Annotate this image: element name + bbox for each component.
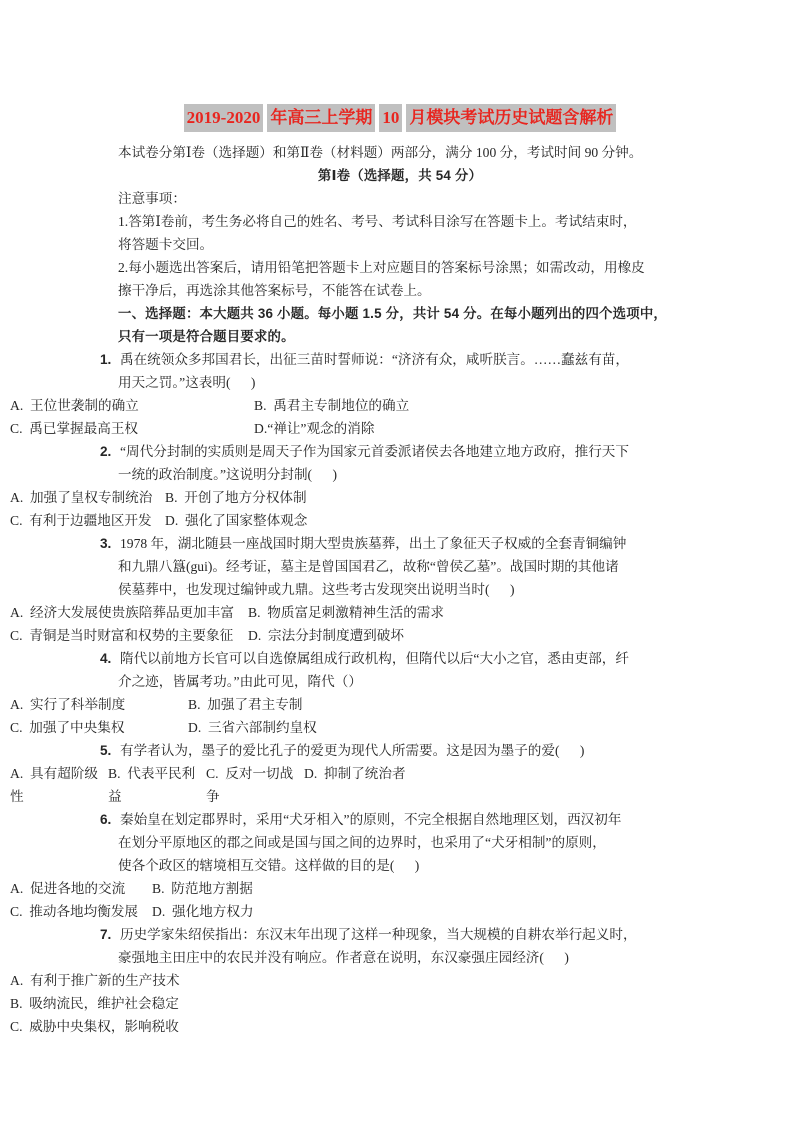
option-item: D. 三省六部制约皇权 [188, 720, 317, 735]
options-row [0, 486, 800, 509]
option-item: B. 防范地方割据 [152, 881, 253, 896]
question-number: 3. [100, 536, 112, 551]
stem-line [0, 808, 800, 831]
question-number: 6. [100, 812, 112, 827]
stem-text: 隋代以前地方长官可以自选僚属组成行政机构，但隋代以后“大小之官，悉由吏部，纤 [120, 651, 629, 666]
exam-title [0, 0, 800, 132]
stem-text: 历史学家朱绍侯指出：东汉末年出现了这样一种现象，当大规模的自耕农举行起义时， [120, 927, 637, 942]
option-item: D.“禅让”观念的消除 [254, 421, 375, 436]
option-item: C. 禹已掌握最高王权 [10, 421, 139, 436]
stem-line [0, 532, 800, 555]
option-item: B. 物质富足刺激精神生活的需求 [248, 605, 444, 620]
stem-line: 介之迹，皆属考功。”由此可见，隋代（） [118, 674, 362, 689]
stem-text: 禹在统领众多邦国君长，出征三苗时誓师说：“济济有众，咸听朕言。……蠢兹有苗， [120, 352, 629, 367]
option-item: A. 促进各地的交流 [10, 881, 126, 896]
stem-line: 使各个政区的辖境相互交错。这样做的目的是( ) [118, 858, 420, 873]
stem-text: 有学者认为，墨子的爱比孔子的爱更为现代人所需要。这是因为墨子的爱( ) [120, 743, 585, 758]
options-row [0, 601, 800, 624]
question-block-7 [0, 923, 800, 1038]
option-item: C. 加强了中央集权 [10, 720, 125, 735]
question-number: 7. [100, 927, 112, 942]
option-item: B. 吸纳流民，维护社会稳定 [10, 996, 179, 1011]
option-item: B. 禹君主专制地位的确立 [254, 398, 410, 413]
stem-line: 用天之罚。”这表明( ) [118, 375, 256, 390]
options-row [0, 624, 800, 647]
options-row [0, 716, 800, 739]
notice-line: 2.每小题选出答案后，请用铅笔把答题卡上对应题目的答案标号涂黑；如需改动，用橡皮 [118, 260, 645, 275]
stem-line [0, 440, 800, 463]
option-item: D. 强化了国家整体观念 [165, 513, 308, 528]
notice-line: 擦干净后，再选涂其他答案标号，不能答在试卷上。 [118, 283, 431, 298]
options-row [0, 969, 800, 992]
question-block-5 [0, 739, 800, 808]
options-row [0, 1015, 800, 1038]
question-number: 1. [100, 352, 112, 367]
mc-instruction-line: 只有一项是符合题目要求的。 [118, 329, 295, 344]
option-item: A. 加强了皇权专制统治 [10, 490, 153, 505]
question-block-3 [0, 532, 800, 647]
stem-line: 侯墓葬中，也发现过编钟或九鼎。这些考古发现突出说明当时( ) [118, 582, 515, 597]
options-row [0, 693, 800, 716]
question-number: 4. [100, 651, 112, 666]
question-block-6 [0, 808, 800, 923]
notice-line: 1.答第Ⅰ卷前，考生务必将自己的姓名、考号、考试科目涂写在答题卡上。考试结束时， [118, 214, 637, 229]
exam-title-segment: 2019-2020 [184, 104, 264, 132]
stem-line [0, 923, 800, 946]
stem-line [0, 348, 800, 371]
option-item: B. 加强了君主专制 [188, 697, 303, 712]
options-row [0, 762, 800, 808]
option-item: D. 抑制了统治者 [304, 766, 406, 781]
notice-line: 将答题卡交回。 [118, 237, 214, 252]
option-item: D. 强化地方权力 [152, 904, 254, 919]
option-item: C. 有利于边疆地区开发 [10, 513, 152, 528]
question-number: 2. [100, 444, 112, 459]
options-row [0, 509, 800, 532]
stem-line: 豪强地主田庄中的农民并没有响应。作者意在说明，东汉豪强庄园经济( ) [118, 950, 569, 965]
mc-instruction-line: 一、选择题：本大题共 36 小题。每小题 1.5 分，共计 54 分。在每小题列出的四个选项中， [118, 306, 667, 321]
question-block-2 [0, 440, 800, 532]
option-item: A. 经济大发展使贵族陪葬品更加丰富 [10, 605, 234, 620]
option-item: D. 宗法分封制度遭到破坏 [248, 628, 404, 643]
exam-title-segment: 10 [379, 104, 402, 132]
options-row [0, 394, 800, 417]
stem-text: 秦始皇在划定郡界时，采用“犬牙相入”的原则，不完全根据自然地理区划，西汉初年 [120, 812, 622, 827]
option-item: A. 实行了科举制度 [10, 697, 126, 712]
options-row [0, 992, 800, 1015]
notice-heading: 注意事项： [118, 191, 186, 206]
stem-text: “周代分封制的实质则是周天子作为国家元首委派诸侯去各地建立地方政府，推行天下 [120, 444, 629, 459]
options-row [0, 900, 800, 923]
question-block-4 [0, 647, 800, 739]
stem-line: 一统的政治制度。”这说明分封制( ) [118, 467, 337, 482]
option-item: C. 青铜是当时财富和权势的主要象征 [10, 628, 234, 643]
option-item: A. 有利于推广新的生产技术 [10, 973, 180, 988]
option-item: C. 威胁中央集权，影响税收 [10, 1019, 179, 1034]
option-item: A. 具有超阶级性 [10, 766, 98, 804]
exam-title-segment: 月模块考试历史试题含解析 [406, 104, 616, 132]
options-row [0, 417, 800, 440]
stem-line: 在划分平原地区的郡之间或是国与国之间的边界时，也采用了“犬牙相制”的原则， [118, 835, 606, 850]
option-item: A. 王位世袭制的确立 [10, 398, 139, 413]
exam-title-segment: 年高三上学期 [267, 104, 375, 132]
section1-header: 第Ⅰ卷（选择题，共 54 分） [317, 168, 483, 183]
option-item: C. 推动各地均衡发展 [10, 904, 139, 919]
stem-text: 1978 年，湖北随县一座战国时期大型贵族墓葬，出土了象征天子权威的全套青铜编钟 [120, 536, 627, 551]
stem-line [0, 647, 800, 670]
question-block-1 [0, 348, 800, 440]
option-item: C. 反对一切战争 [206, 766, 294, 804]
option-item: B. 开创了地方分权体制 [165, 490, 307, 505]
option-item: B. 代表平民利益 [108, 766, 196, 804]
question-number: 5. [100, 743, 112, 758]
exam-body [0, 141, 800, 1038]
stem-line: 和九鼎八簋(gui)。经考证，墓主是曾国国君乙，故称“曾侯乙墓”。战国时期的其他诸 [118, 559, 619, 574]
options-row [0, 877, 800, 900]
stem-line [0, 739, 800, 762]
intro-text: 本试卷分第Ⅰ卷（选择题）和第Ⅱ卷（材料题）两部分，满分 100 分，考试时间 90 分钟。 [118, 145, 643, 160]
